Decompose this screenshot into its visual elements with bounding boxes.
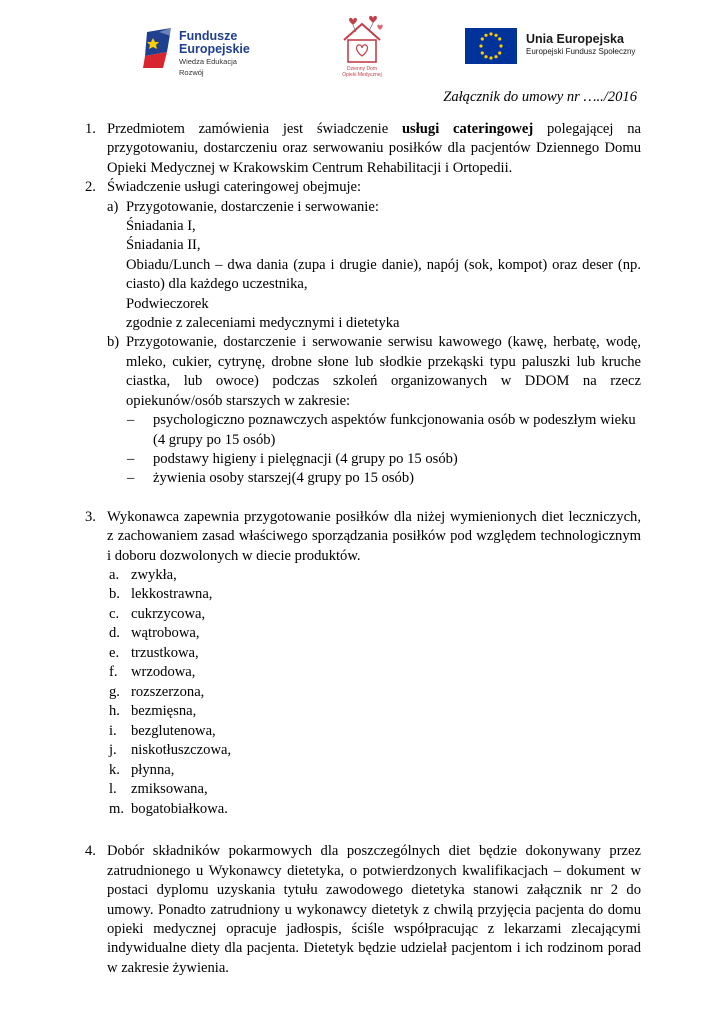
diet-label: g. bbox=[109, 683, 120, 700]
diet-name: rozszerzona, bbox=[131, 683, 205, 700]
diet-item bbox=[109, 702, 641, 722]
meal-item: Podwieczorek bbox=[126, 295, 209, 312]
diet-label: d. bbox=[109, 625, 120, 642]
diet-name: trzustkowa, bbox=[131, 644, 199, 661]
diet-item bbox=[109, 683, 641, 703]
house-hearts-icon bbox=[334, 14, 390, 66]
training-item bbox=[127, 411, 641, 450]
diet-name: płynna, bbox=[131, 761, 175, 778]
diet-label: k. bbox=[109, 761, 120, 778]
meal-list bbox=[85, 217, 641, 333]
meal-item: Śniadania II, bbox=[126, 237, 201, 254]
eu-flag-icon bbox=[465, 28, 517, 64]
section-2b bbox=[85, 333, 641, 411]
training-item-text: żywienia osoby starszej(4 grupy po 15 osób) bbox=[153, 470, 415, 487]
dash-bullet: – bbox=[127, 470, 135, 487]
diet-item bbox=[109, 741, 641, 761]
diet-name: bezglutenowa, bbox=[131, 722, 216, 739]
diet-name: bezmięsna, bbox=[131, 703, 197, 720]
diet-label: m. bbox=[109, 800, 124, 817]
diet-item bbox=[109, 644, 641, 664]
section-1-text-start: Przedmiotem zamówienia jest świadczenie bbox=[107, 121, 402, 137]
section-2-number: 2. bbox=[85, 179, 96, 196]
page-header bbox=[0, 14, 725, 84]
diet-name: lekkostrawna, bbox=[131, 586, 213, 603]
meal-item: Obiadu/Lunch – dwa dania (zupa i drugie danie), napój (sok, kompot) oraz deser (np. ciasto) dla każdego uczestnika, bbox=[126, 256, 641, 293]
diet-label: c. bbox=[109, 605, 120, 622]
diet-name: niskotłuszczowa, bbox=[131, 742, 232, 759]
section-2a-text: Przygotowanie, dostarczenie i serwowanie: bbox=[126, 198, 379, 215]
diet-item bbox=[109, 722, 641, 742]
section-4 bbox=[85, 842, 641, 978]
section-2a-label: a) bbox=[107, 198, 119, 215]
diet-name: wrzodowa, bbox=[131, 664, 196, 681]
logo-fe-line2: Europejskie bbox=[179, 42, 250, 56]
logo-fe-line1: Fundusze bbox=[179, 29, 238, 43]
section-2 bbox=[85, 178, 641, 197]
section-2b-label: b) bbox=[107, 334, 120, 351]
section-1 bbox=[85, 120, 641, 178]
section-3-text: Wykonawca zapewnia przygotowanie posiłków dla niżej wymienionych diet leczniczych, z zachowaniem zasad właściwego sporządzania posiłków pod względem technologicznym i doboru dozwolonych w diecie produktów. bbox=[107, 508, 641, 564]
document-body bbox=[85, 120, 641, 978]
logo-ddom-caption-line1: Dzienny Dom bbox=[346, 66, 377, 72]
diet-label: f. bbox=[109, 664, 118, 681]
diet-name: bogatobiałkowa. bbox=[131, 800, 228, 817]
section-4-text: Dobór składników pokarmowych dla poszczególnych diet będzie dokonywany przez zatrudnionego u Wykonawcy dietetyka, o potwierdzonych kwalifikacjach – dokument w postaci dyplomu uzyskania tytułu zawodowego dietetyka stanowi załącznik nr 2 do umowy. Ponadto zatrudniony u wykonawcy dietetyk z chwilą przyjęcia pacjenta do domu opieki medycznej opracuje jadłospis, ściśle współpracując z lekarzami zlecającymi indywidualne diety dla pacjenta. Dietetyk będzie udzielał pacjentom i ich rodzinom porad w zakresie żywienia. bbox=[107, 843, 641, 976]
diet-label: h. bbox=[109, 703, 120, 720]
training-item bbox=[127, 469, 641, 488]
logo-fe-line3: Wiedza Edukacja Rozwój bbox=[179, 57, 237, 77]
meal-item: Śniadania I, bbox=[126, 218, 196, 235]
diet-name: zwykła, bbox=[131, 566, 177, 583]
meal-item: zgodnie z zaleceniami medycznymi i dietetyka bbox=[126, 315, 400, 332]
diet-name: cukrzycowa, bbox=[131, 605, 206, 622]
section-2-intro: Świadczenie usługi cateringowej obejmuje: bbox=[107, 179, 362, 196]
diet-item bbox=[109, 663, 641, 683]
section-1-bold-text: usługi cateringowej bbox=[401, 121, 534, 137]
section-1-text-end: polegającej na przygotowaniu, dostarczeniu oraz serwowaniu posiłków dla pacjentów Dziennego Domu Opieki Medycznej w Krakowskim Centrum Rehabilitacji i Ortopedii. bbox=[107, 121, 641, 176]
ddom-logo bbox=[334, 14, 390, 82]
diet-item bbox=[109, 800, 641, 820]
training-list bbox=[85, 411, 641, 489]
logo-eu-line2: Europejski Fundusz Społeczny bbox=[526, 47, 636, 56]
section-2a bbox=[85, 198, 641, 217]
training-item bbox=[127, 450, 641, 469]
logo-ddom-caption-line2: Opieki Medycznej bbox=[342, 72, 382, 78]
diet-label: i. bbox=[109, 722, 117, 739]
diet-label: e. bbox=[109, 644, 120, 661]
section-3-number: 3. bbox=[85, 508, 96, 525]
diet-label: a. bbox=[109, 566, 120, 583]
diet-item bbox=[109, 780, 641, 800]
diet-item bbox=[109, 624, 641, 644]
dash-bullet: – bbox=[127, 412, 135, 429]
unia-europejska-logo bbox=[465, 28, 655, 68]
dash-bullet: – bbox=[127, 450, 135, 467]
fundusze-flag-icon bbox=[141, 26, 175, 70]
diet-item bbox=[109, 585, 641, 605]
training-item-text: psychologiczno poznawczych aspektów funkcjonowania osób w podeszłym wieku (4 grupy po 15 osób) bbox=[153, 412, 636, 448]
diet-list bbox=[85, 566, 641, 820]
diet-item bbox=[109, 566, 641, 586]
section-3 bbox=[85, 508, 641, 566]
diet-item bbox=[109, 761, 641, 781]
diet-label: b. bbox=[109, 586, 120, 603]
diet-label: l. bbox=[109, 781, 117, 798]
diet-label: j. bbox=[109, 742, 117, 759]
logo-eu-line1: Unia Europejska bbox=[526, 32, 624, 46]
section-1-number: 1. bbox=[85, 121, 96, 137]
section-2b-text: Przygotowanie, dostarczenie i serwowanie serwisu kawowego (kawę, herbatę, wodę, mleko, cukier, cytrynę, drobne słone lub słodkie przekąski typu paluszki lub kruche ciastka, lub owoce) podczas szkoleń organizowanych w DDOM na rzecz opiekunów/osób starszych w zakresie: bbox=[126, 334, 641, 409]
training-item-text: podstawy higieny i pielęgnacji (4 grupy po 15 osób) bbox=[153, 450, 458, 467]
fundusze-europejskie-logo bbox=[141, 26, 263, 77]
diet-name: wątrobowa, bbox=[131, 625, 200, 642]
diet-name: zmiksowana, bbox=[131, 781, 208, 798]
diet-item bbox=[109, 605, 641, 625]
section-4-number: 4. bbox=[85, 843, 96, 860]
annex-title: Załącznik do umowy nr …../2016 bbox=[443, 89, 637, 105]
